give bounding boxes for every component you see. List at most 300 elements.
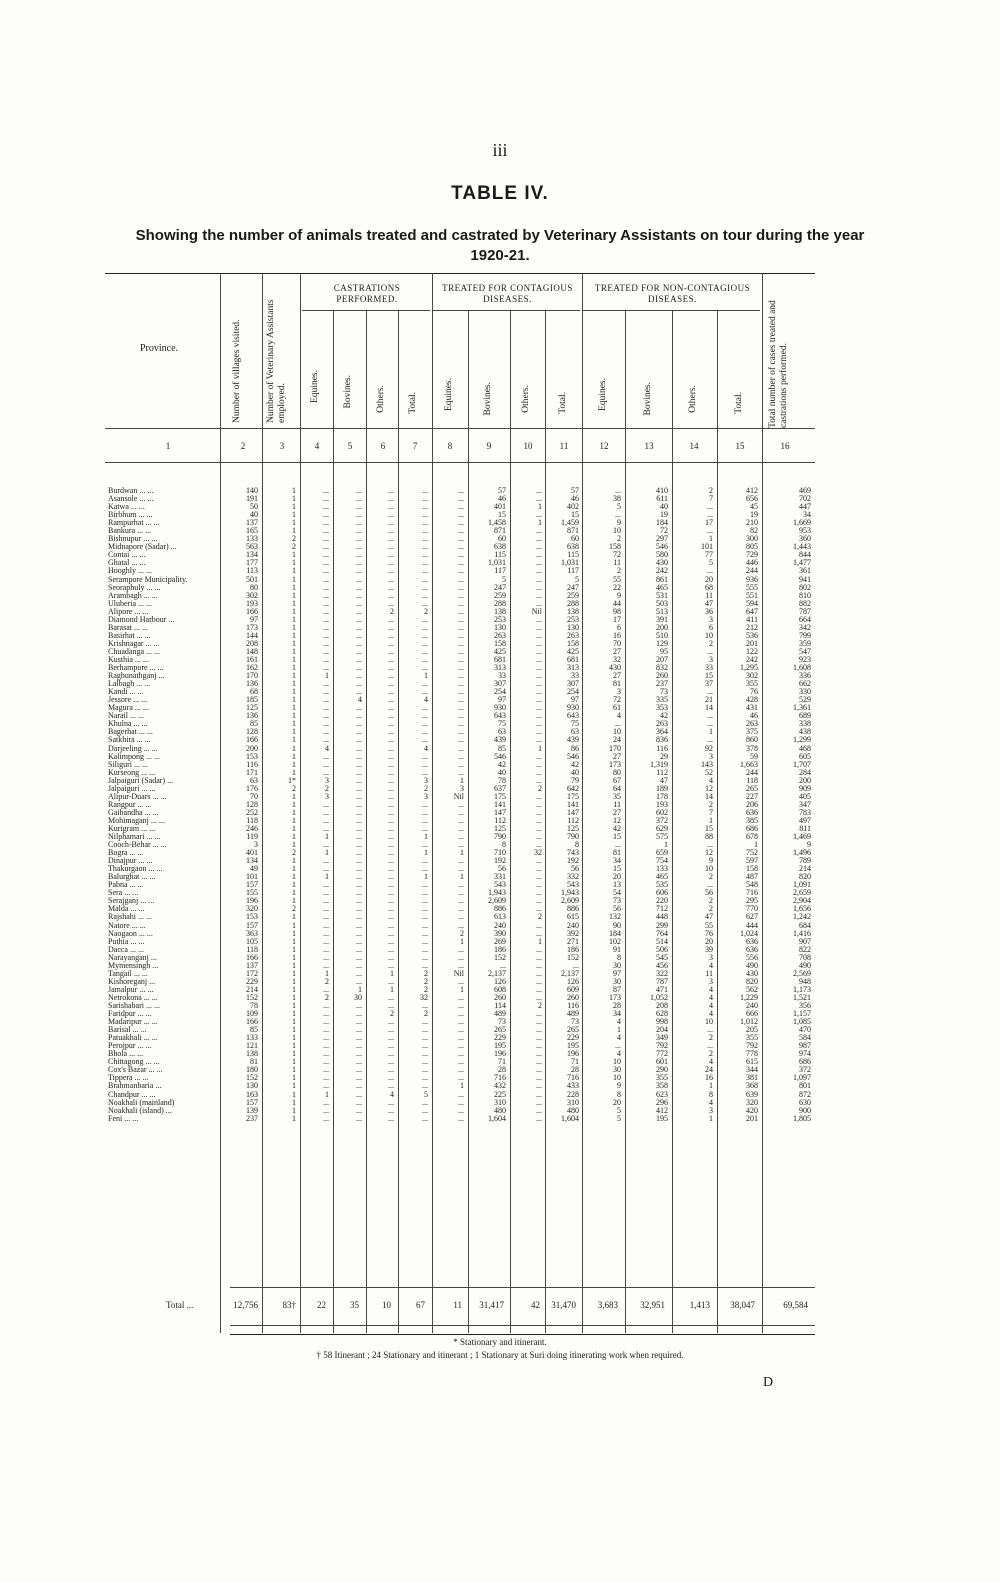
table-cell: ... — [356, 688, 362, 697]
table-cell: ... — [356, 487, 362, 495]
table-row — [108, 592, 811, 600]
table-cell: ... — [388, 623, 394, 632]
table-cell: 401 — [494, 503, 506, 512]
table-cell: 1 — [325, 1090, 329, 1099]
table-cell: 240 — [567, 921, 579, 930]
table-cell: 1,157 — [793, 1010, 811, 1019]
table-cell: 861 — [656, 575, 668, 584]
province-name: Balurghat ... ... — [108, 873, 156, 882]
table-cell: 28 — [498, 1066, 506, 1075]
table-cell: 259 — [567, 591, 579, 600]
contagious-subrule — [432, 310, 580, 311]
table-cell: ... — [388, 639, 394, 648]
table-cell: 15 — [613, 865, 621, 874]
table-cell: 1 — [460, 1082, 464, 1091]
table-cell: ... — [356, 808, 362, 817]
table-cell: 14 — [705, 792, 713, 801]
province-name: Asansole ... ... — [108, 495, 154, 504]
table-cell: 1 — [292, 655, 296, 664]
table-cell: 36 — [705, 607, 713, 616]
table-cell: 2,609 — [561, 897, 579, 906]
table-cell: ... — [356, 1082, 362, 1091]
table-cell: 627 — [746, 913, 758, 922]
table-cell: ... — [388, 776, 394, 785]
table-cell: 909 — [799, 784, 811, 793]
noncontagious-bovines-header: Bovines. — [643, 382, 653, 416]
table-cell: 1 — [292, 993, 296, 1002]
table-cell: ... — [422, 889, 428, 898]
table-cell: ... — [536, 873, 542, 882]
table-cell: 402 — [567, 503, 579, 512]
table-cell: 355 — [746, 1034, 758, 1043]
table-cell: 20 — [613, 1098, 621, 1107]
table-cell: 501 — [246, 575, 258, 584]
table-cell: ... — [536, 824, 542, 833]
table-cell: ... — [323, 1058, 329, 1067]
table-cell: ... — [388, 784, 394, 793]
table-cell: 7 — [709, 808, 713, 817]
table-cell: ... — [536, 623, 542, 632]
table-cell: ... — [458, 744, 464, 753]
table-cell: 129 — [656, 639, 668, 648]
table-cell: ... — [707, 527, 713, 536]
table-cell: ... — [356, 792, 362, 801]
table-cell: ... — [458, 680, 464, 689]
table-cell: ... — [388, 792, 394, 801]
table-row — [108, 865, 811, 873]
table-cell: ... — [422, 647, 428, 656]
table-cell: 178 — [656, 792, 668, 801]
table-cell: ... — [422, 768, 428, 777]
table-cell: ... — [356, 583, 362, 592]
province-name: Bagerhat ... ... — [108, 728, 153, 737]
table-cell: 128 — [246, 728, 258, 737]
table-cell: ... — [536, 712, 542, 721]
table-cell: ... — [536, 1042, 542, 1051]
table-cell: ... — [323, 816, 329, 825]
table-cell: ... — [422, 1026, 428, 1035]
table-cell: 936 — [746, 575, 758, 584]
table-cell: 1 — [460, 937, 464, 946]
table-cell: 61 — [613, 704, 621, 713]
table-cell: 112 — [567, 816, 579, 825]
table-cell: 551 — [746, 591, 758, 600]
province-name: Kandi ... ... — [108, 688, 144, 697]
table-cell: ... — [422, 800, 428, 809]
table-cell: ... — [458, 1018, 464, 1027]
table-cell: ... — [356, 865, 362, 874]
table-cell: 832 — [656, 664, 668, 673]
table-cell: 606 — [656, 889, 668, 898]
table-cell: 46 — [498, 495, 506, 504]
table-cell: ... — [536, 760, 542, 769]
table-cell: 85 — [498, 744, 506, 753]
table-cell: 75 — [571, 720, 579, 729]
total-value: 22 — [317, 1300, 326, 1310]
table-row — [108, 511, 811, 519]
table-cell: ... — [388, 615, 394, 624]
table-cell: 1 — [292, 1010, 296, 1019]
table-cell: 629 — [656, 824, 668, 833]
table-cell: 1 — [292, 760, 296, 769]
table-cell: ... — [323, 913, 329, 922]
table-cell: ... — [707, 511, 713, 520]
table-cell: 907 — [799, 937, 811, 946]
total-value: 67 — [416, 1300, 425, 1310]
province-name: Cox's Bazar ... ... — [108, 1066, 163, 1075]
table-cell: ... — [323, 631, 329, 640]
noncontagious-total-header: Total. — [734, 392, 744, 414]
table-cell: 313 — [494, 664, 506, 673]
table-cell: 27 — [613, 752, 621, 761]
table-row — [108, 889, 811, 897]
table-cell: 185 — [246, 696, 258, 705]
table-row — [108, 1050, 811, 1058]
province-name: Bankura ... ... — [108, 527, 152, 536]
table-cell: 42 — [571, 760, 579, 769]
table-cell: 628 — [656, 1010, 668, 1019]
table-cell: ... — [536, 1066, 542, 1075]
table-cell: 175 — [567, 792, 579, 801]
table-cell: ... — [458, 760, 464, 769]
table-cell: 3 — [709, 977, 713, 986]
table-cell: 81 — [613, 849, 621, 858]
table-cell: ... — [615, 487, 621, 495]
table-cell: 9 — [807, 841, 811, 850]
table-cell: 80 — [613, 768, 621, 777]
table-cell: 10 — [613, 728, 621, 737]
table-title: TABLE IV. — [451, 183, 549, 204]
table-cell: 754 — [656, 857, 668, 866]
table-cell: 643 — [567, 712, 579, 721]
table-row — [108, 584, 811, 592]
table-cell: 269 — [494, 937, 506, 946]
province-name: Jamalpur ... ... — [108, 985, 154, 994]
table-cell: 1 — [292, 511, 296, 520]
table-cell: 597 — [746, 857, 758, 866]
table-cell: 195 — [494, 1042, 506, 1051]
table-cell: ... — [356, 664, 362, 673]
province-name: Natore ... ... — [108, 921, 146, 930]
table-cell: 299 — [656, 921, 668, 930]
table-cell: 170 — [609, 744, 621, 753]
province-name: Narail ... ... — [108, 712, 144, 721]
table-cell: 1 — [292, 551, 296, 560]
table-cell: 9 — [709, 857, 713, 866]
table-cell: 2 — [709, 639, 713, 648]
table-cell: 2,137 — [561, 969, 579, 978]
table-cell: ... — [356, 639, 362, 648]
table-cell: 242 — [656, 567, 668, 576]
villages-header: Number of villages visited. — [232, 319, 242, 423]
table-cell: 469 — [799, 487, 811, 495]
table-cell: ... — [422, 527, 428, 536]
table-cell: ... — [536, 977, 542, 986]
province-name: Madaripur ... ... — [108, 1018, 158, 1027]
footnote-star: * Stationary and itinerant. — [453, 1337, 547, 1347]
table-cell: ... — [422, 1106, 428, 1115]
province-name: Sarishabari ... ... — [108, 1002, 160, 1010]
table-cell: 1 — [292, 664, 296, 673]
table-cell: 510 — [656, 631, 668, 640]
table-cell: ... — [388, 1098, 394, 1107]
table-cell: 799 — [799, 631, 811, 640]
table-cell: ... — [422, 1002, 428, 1010]
contagious-bovines-header: Bovines. — [483, 382, 493, 416]
table-cell: ... — [536, 639, 542, 648]
column-number: 6 — [380, 441, 386, 451]
table-cell: ... — [536, 664, 542, 673]
table-cell: ... — [388, 961, 394, 970]
table-cell: 1 — [292, 1066, 296, 1075]
table-cell: ... — [323, 1010, 329, 1019]
table-cell: 60 — [571, 535, 579, 544]
table-cell: 114 — [494, 1002, 506, 1010]
table-cell: 2 — [390, 1010, 394, 1019]
table-cell: 378 — [746, 744, 758, 753]
table-row — [108, 600, 811, 608]
table-cell: 1 — [292, 889, 296, 898]
table-cell: ... — [536, 583, 542, 592]
table-cell: 1 — [292, 977, 296, 986]
table-cell: 322 — [656, 969, 668, 978]
table-cell: 265 — [746, 784, 758, 793]
table-cell: 225 — [494, 1090, 506, 1099]
table-cell: ... — [356, 1034, 362, 1043]
table-cell: 148 — [246, 647, 258, 656]
table-cell: ... — [323, 1034, 329, 1043]
table-cell: ... — [388, 511, 394, 520]
table-cell: ... — [323, 575, 329, 584]
table-row — [108, 680, 811, 688]
table-cell: 1 — [460, 849, 464, 858]
table-cell: 4 — [424, 696, 428, 705]
table-cell: 1 — [617, 1026, 621, 1035]
column-number: 9 — [486, 441, 492, 451]
province-name: Contai ... ... — [108, 551, 146, 560]
table-cell: 42 — [660, 712, 668, 721]
table-cell: 173 — [246, 623, 258, 632]
table-cell: ... — [388, 913, 394, 922]
table-cell: 1 — [709, 816, 713, 825]
table-cell: 1,299 — [793, 736, 811, 745]
column-number: 16 — [780, 441, 790, 451]
province-name: Raghunathganj ... — [108, 672, 165, 681]
table-cell: 602 — [656, 808, 668, 817]
table-cell: 137 — [246, 519, 258, 528]
table-cell: 643 — [494, 712, 506, 721]
table-cell: ... — [323, 527, 329, 536]
castration-others-header: Others. — [376, 385, 386, 413]
table-cell: 98 — [613, 607, 621, 616]
table-cell: 56 — [613, 905, 621, 914]
table-cell: 133 — [246, 535, 258, 544]
table-cell: 1 — [325, 849, 329, 858]
table-cell: Nil — [453, 792, 464, 801]
table-cell: ... — [458, 623, 464, 632]
table-cell: ... — [356, 1010, 362, 1019]
table-row — [108, 801, 811, 809]
table-cell: 535 — [656, 881, 668, 890]
table-cell: 30 — [613, 961, 621, 970]
province-header: Province. — [140, 343, 179, 354]
table-cell: 137 — [246, 961, 258, 970]
table-cell: 1 — [292, 487, 296, 495]
table-cell: 1,943 — [561, 889, 579, 898]
table-cell: ... — [458, 615, 464, 624]
table-cell: 506 — [656, 945, 668, 954]
table-cell: 637 — [494, 784, 506, 793]
table-cell: 531 — [656, 591, 668, 600]
table-cell: ... — [356, 1050, 362, 1059]
table-cell: 109 — [246, 1010, 258, 1019]
table-cell: ... — [356, 969, 362, 978]
table-cell: 139 — [246, 1106, 258, 1115]
table-cell: 987 — [799, 1042, 811, 1051]
table-cell: 214 — [799, 865, 811, 874]
table-cell: ... — [356, 881, 362, 890]
table-row — [108, 857, 811, 865]
table-cell: ... — [536, 1010, 542, 1019]
table-cell: 7 — [709, 495, 713, 504]
table-cell: 1,052 — [650, 993, 668, 1002]
table-cell: 584 — [799, 1034, 811, 1043]
table-cell: 1 — [292, 688, 296, 697]
table-cell: ... — [388, 824, 394, 833]
table-cell: 81 — [613, 680, 621, 689]
table-cell: ... — [536, 752, 542, 761]
table-cell: 638 — [567, 543, 579, 552]
table-row — [108, 688, 811, 696]
table-cell: ... — [536, 511, 542, 520]
table-cell: ... — [458, 913, 464, 922]
table-row — [108, 1066, 811, 1074]
table-cell: 263 — [494, 631, 506, 640]
table-cell: 470 — [799, 1026, 811, 1035]
table-cell: 90 — [613, 921, 621, 930]
table-cell: ... — [536, 567, 542, 576]
table-cell: 152 — [494, 953, 506, 962]
table-cell: 1 — [292, 833, 296, 842]
table-cell: 480 — [567, 1106, 579, 1115]
table-cell: 252 — [246, 808, 258, 817]
table-cell: 44 — [613, 599, 621, 608]
table-cell: 320 — [246, 905, 258, 914]
table-cell: ... — [458, 535, 464, 544]
table-cell: 30 — [354, 993, 362, 1002]
province-name: Patuakhali ... ... — [108, 1034, 158, 1043]
table-cell: 1 — [292, 824, 296, 833]
table-cell: 46 — [571, 495, 579, 504]
table-cell: 1 — [325, 833, 329, 842]
table-cell: 40 — [571, 768, 579, 777]
table-cell: 1 — [292, 647, 296, 656]
table-row — [108, 962, 811, 970]
table-cell: ... — [323, 615, 329, 624]
table-cell: ... — [707, 712, 713, 721]
table-cell: ... — [388, 688, 394, 697]
table-row — [108, 640, 811, 648]
table-cell: ... — [323, 1106, 329, 1115]
province-name: Brahmanbaria ... — [108, 1082, 162, 1091]
table-cell: 411 — [746, 615, 758, 624]
table-cell: 752 — [746, 849, 758, 858]
table-cell: 113 — [246, 567, 258, 576]
table-cell: 1 — [424, 873, 428, 882]
table-cell: ... — [458, 599, 464, 608]
table-cell: 54 — [613, 889, 621, 898]
table-row — [108, 1107, 811, 1115]
province-name: Noakhali (island) ... — [108, 1106, 172, 1115]
province-name: Katwa ... ... — [108, 503, 145, 512]
table-cell: 126 — [567, 977, 579, 986]
table-cell: ... — [458, 1074, 464, 1083]
table-cell: 1 — [292, 792, 296, 801]
province-name: Burdwan ... ... — [108, 487, 154, 495]
table-cell: 97 — [250, 615, 258, 624]
column-number: 4 — [314, 441, 320, 451]
table-cell: 4 — [709, 961, 713, 970]
table-cell: ... — [536, 672, 542, 681]
table-cell: 5 — [424, 1090, 428, 1099]
table-cell: 34 — [613, 857, 621, 866]
table-cell: ... — [615, 841, 621, 850]
table-cell: ... — [323, 639, 329, 648]
table-cell: 141 — [494, 800, 506, 809]
table-cell: 200 — [246, 744, 258, 753]
table-cell: ... — [388, 728, 394, 737]
table-cell: ... — [458, 1050, 464, 1059]
province-name: Lalbagh ... ... — [108, 680, 151, 689]
table-cell: ... — [536, 736, 542, 745]
table-cell: 953 — [799, 527, 811, 536]
table-cell: ... — [388, 857, 394, 866]
table-cell: 138 — [494, 607, 506, 616]
table-cell: 206 — [746, 800, 758, 809]
total-value: 3,683 — [597, 1300, 618, 1310]
table-cell: 361 — [799, 567, 811, 576]
table-cell: 448 — [656, 913, 668, 922]
table-row — [108, 1010, 811, 1018]
total-value: 42 — [531, 1300, 540, 1310]
table-cell: 105 — [246, 937, 258, 946]
table-cell: 787 — [799, 607, 811, 616]
table-cell: ... — [323, 800, 329, 809]
table-cell: 3 — [617, 688, 621, 697]
table-cell: 686 — [746, 824, 758, 833]
table-cell: 17 — [705, 519, 713, 528]
table-cell: 15 — [571, 511, 579, 520]
province-name: Birbhum ... ... — [108, 511, 153, 520]
table-cell: 10 — [705, 865, 713, 874]
table-row — [108, 1091, 811, 1099]
table-cell: ... — [422, 760, 428, 769]
table-cell: 71 — [498, 1058, 506, 1067]
table-cell: ... — [356, 752, 362, 761]
table-cell: ... — [422, 559, 428, 568]
table-cell: ... — [356, 800, 362, 809]
table-cell: 177 — [246, 559, 258, 568]
table-cell: 609 — [567, 985, 579, 994]
table-cell: ... — [323, 503, 329, 512]
table-cell: ... — [536, 889, 542, 898]
table-cell: ... — [388, 647, 394, 656]
table-cell: 790 — [494, 833, 506, 842]
table-cell: 9 — [617, 1082, 621, 1091]
table-cell: 546 — [567, 752, 579, 761]
province-name: Malda ... ... — [108, 905, 145, 914]
table-row — [108, 841, 811, 849]
